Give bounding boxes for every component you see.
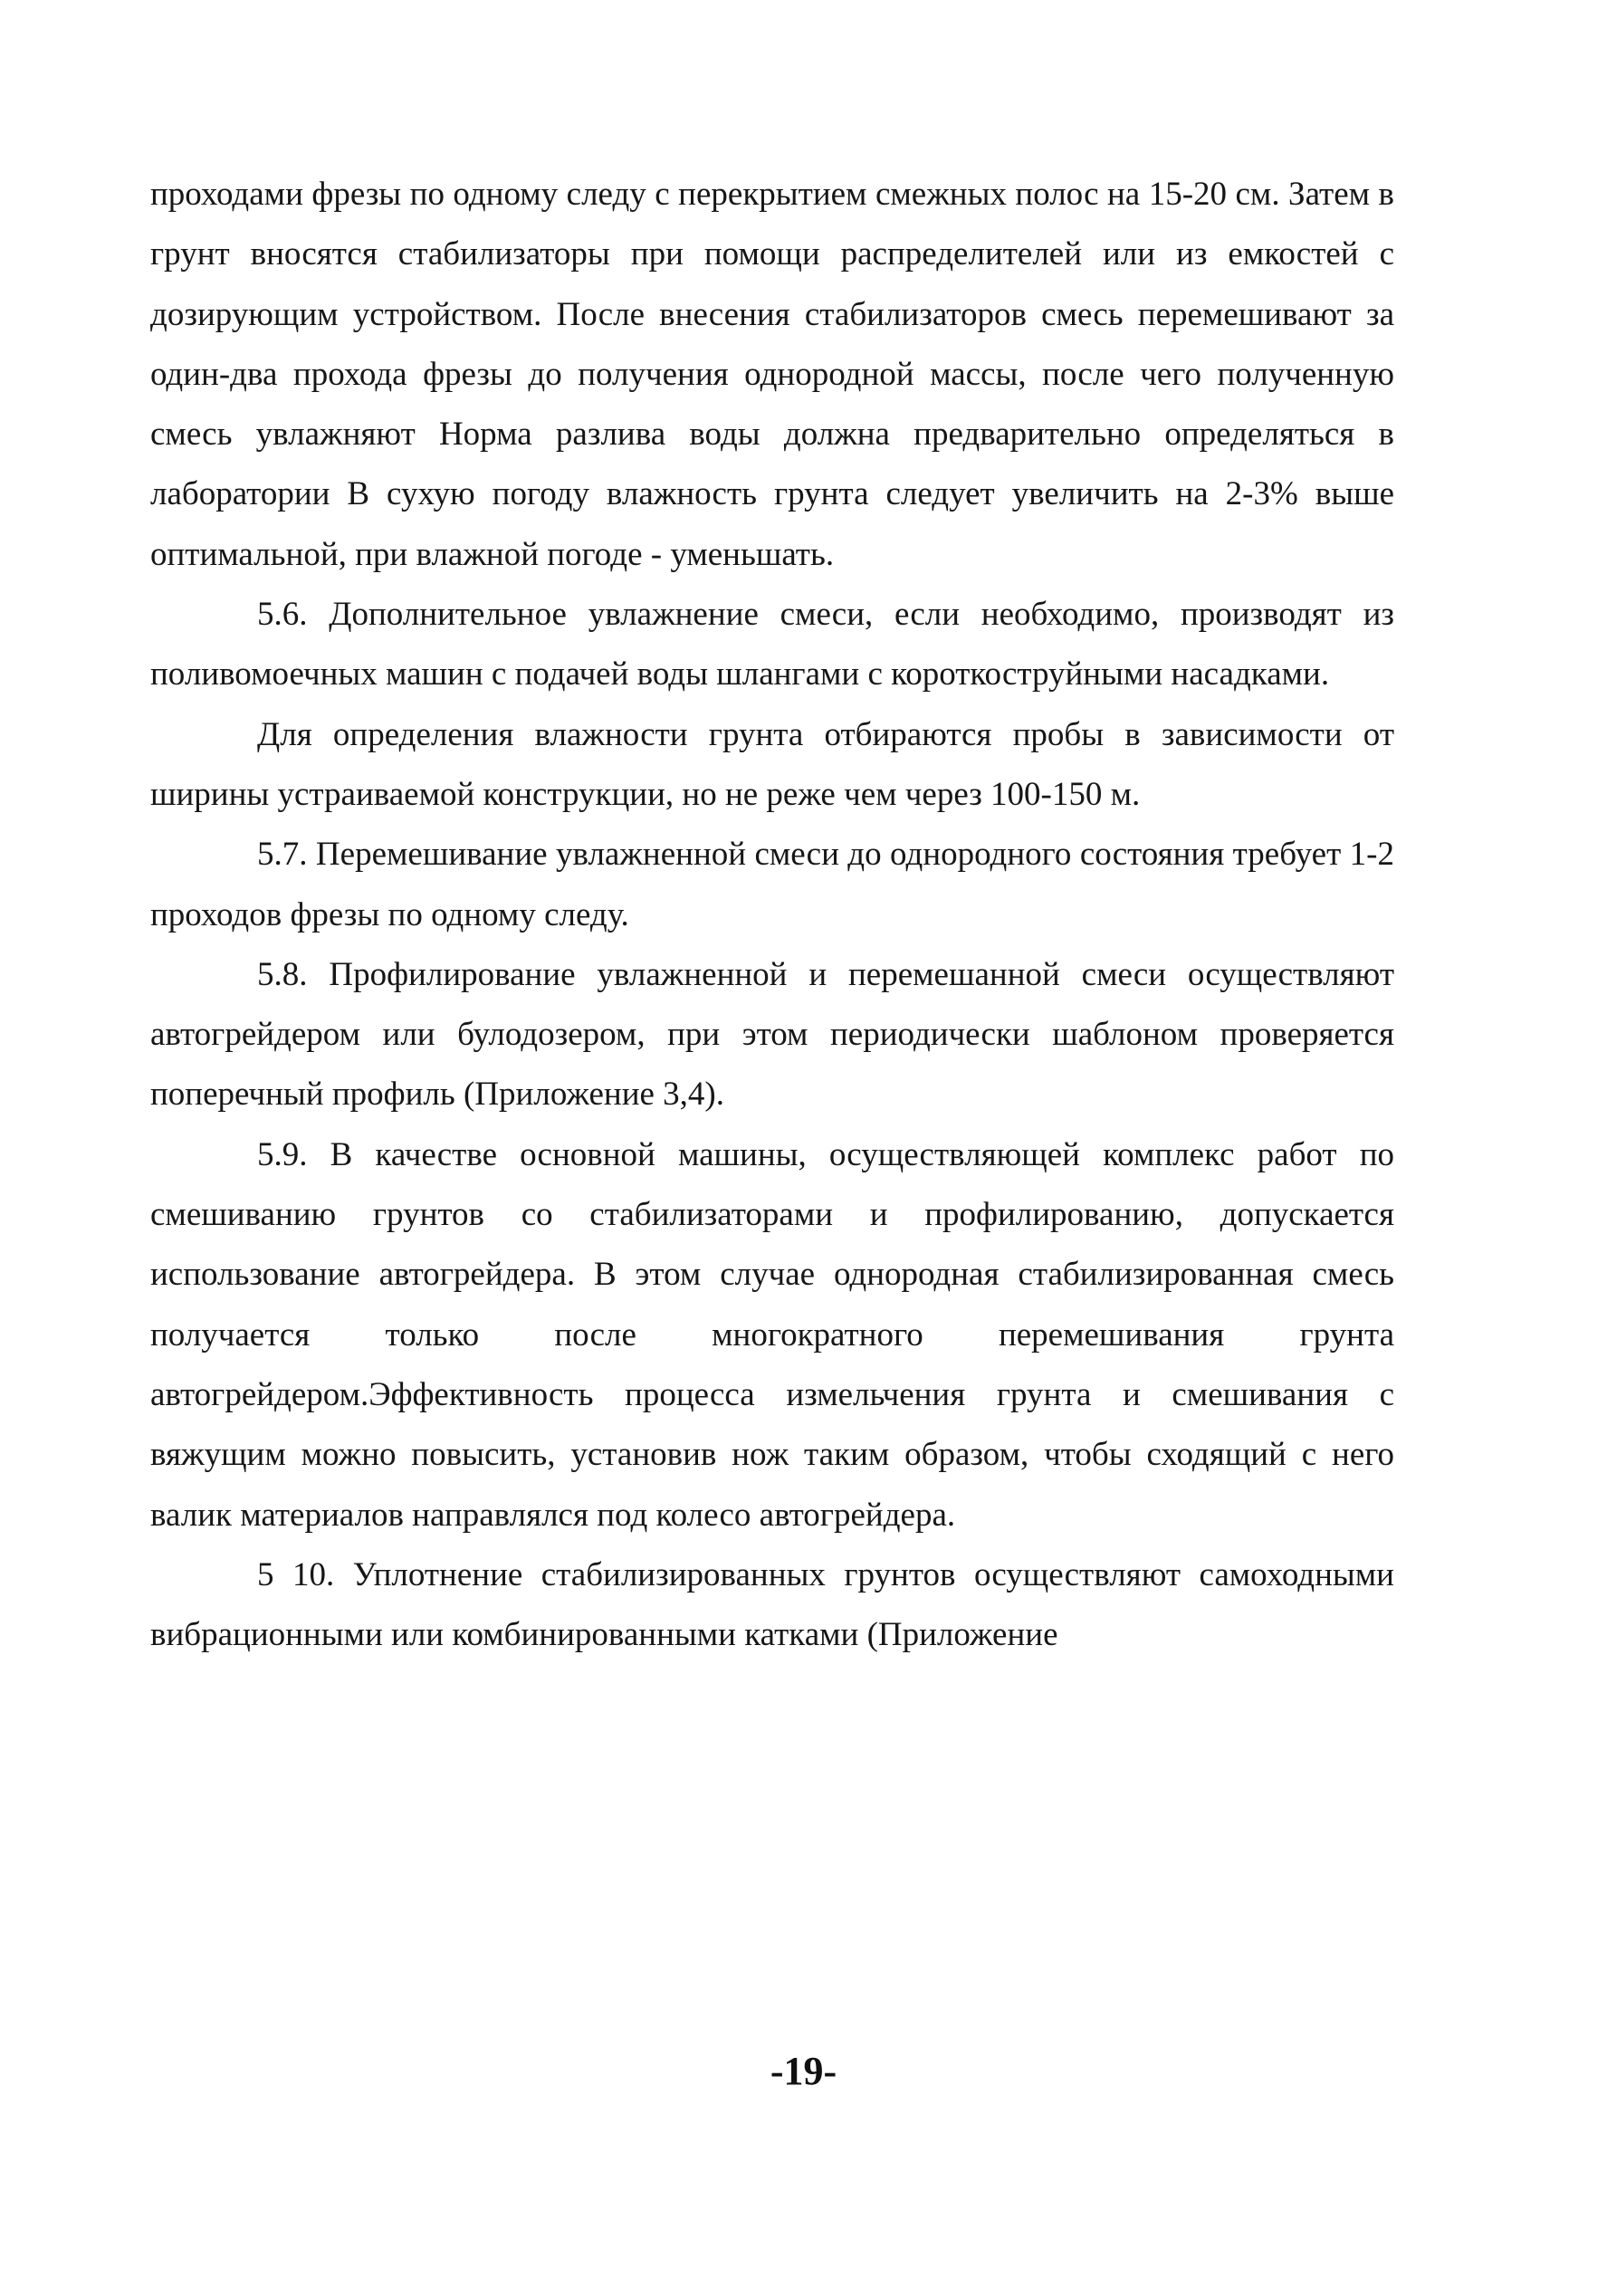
paragraph-continuation: проходами фрезы по одному следу с перекрытием смежных полос на 15-20 см. Затем в грунт вносятся стабилизаторы при помощи распределителей или из емкостей с дозирующим устройством. После внесения стабилизаторов смесь перемешивают за один-два прохода фрезы до получения однородной массы, после чего полученную смесь увлажняют Норма разлива воды должна предварительно определяться в лаборатории В сухую погоду влажность грунта следует увеличить на 2-3% выше оптимальной, при влажной погоде - уменьшать. (150, 176, 1394, 573)
paragraph-5-8: 5.8. Профилирование увлажненной и перемешанной смеси осуществляют автогрейдером или булодозером, при этом периодически шаблоном проверяется поперечный профиль (Приложение 3,4). (150, 955, 1394, 1114)
page-number: -19- (770, 2049, 837, 2093)
paragraph-moisture-sampling: Для определения влажности грунта отбираются пробы в зависимости от ширины устраиваемой конструкции, но не реже чем через 100-150 м. (150, 715, 1394, 813)
paragraph-5-9: 5.9. В качестве основной машины, осуществляющей комплекс работ по смешиванию грунтов со стабилизаторами и профилированию, допускается использование автогрейдера. В этом случае однородная стабилизированная смесь получается только после многократного перемешивания грунта автогрейдером.Эффективность процесса измельчения грунта и смешивания с вяжущим можно повысить, установив нож таким образом, чтобы сходящий с него валик материалов направлялся под колесо автогрейдера. (150, 1135, 1394, 1534)
body-text (150, 165, 1394, 1665)
paragraph-5-10: 5 10. Уплотнение стабилизированных грунтов осуществляют самоходными вибрационными или комбинированными катками (Приложение (150, 1555, 1394, 1654)
paragraph-5-7: 5.7. Перемешивание увлажненной смеси до однородного состояния требует 1-2 проходов фрезы по одному следу. (150, 836, 1394, 933)
paragraph-5-6: 5.6. Дополнительное увлажнение смеси, если необходимо, производят из поливомоечных машин с подачей воды шлангами с короткоструйными насадками. (150, 596, 1394, 694)
